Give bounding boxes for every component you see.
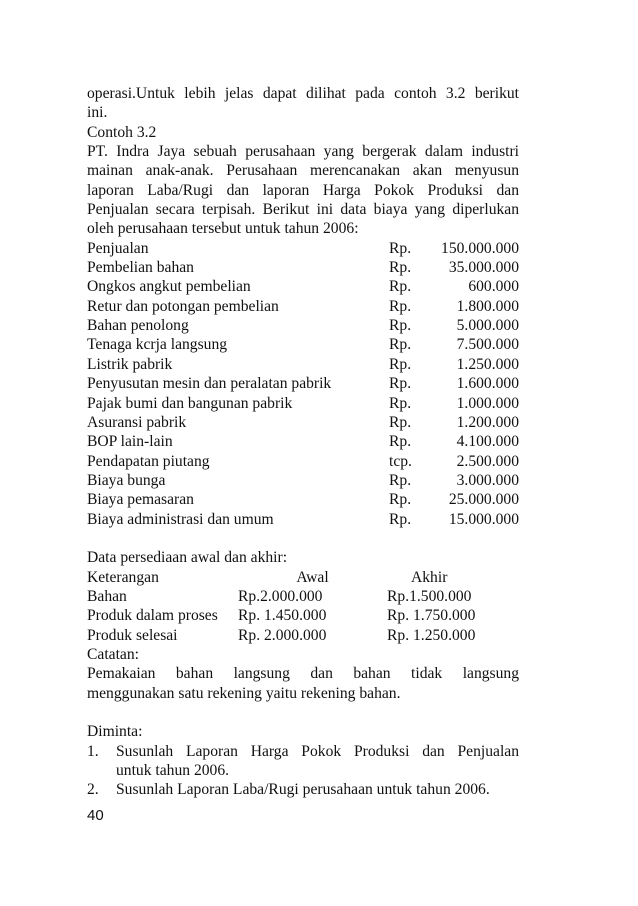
cost-row	[87, 316, 519, 335]
cost-label: Biaya pemasaran	[87, 491, 194, 509]
task-line: Susunlah Laporan Laba/Rugi perusahaan untuk tahun 2006.	[116, 781, 490, 799]
inventory-awal: Rp.2.000.000	[238, 587, 323, 605]
spacer	[87, 529, 519, 548]
cost-label: Pembelian bahan	[87, 259, 194, 277]
task-number: 2.	[87, 781, 99, 799]
cost-row	[87, 471, 519, 490]
inventory-row	[87, 606, 519, 625]
task-section	[87, 722, 519, 799]
cost-label: BOP lain-lain	[87, 433, 173, 451]
inventory-row	[87, 626, 519, 645]
cost-currency: Rp.	[389, 471, 412, 489]
paragraph-line: mainan anak-anak. Perusahaan merencanakan akan menyusun	[87, 162, 519, 180]
inventory-akhir: Rp. 1.250.000	[387, 626, 476, 644]
task-title: Diminta:	[87, 723, 143, 741]
inventory-awal: Rp. 1.450.000	[238, 607, 327, 625]
cost-amount: 1.250.000	[456, 355, 519, 373]
cost-label: Listrik pabrik	[87, 355, 173, 373]
cost-amount: 2.500.000	[456, 452, 519, 470]
inventory-akhir: Rp.1.500.000	[387, 587, 472, 605]
cost-amount: 1.800.000	[456, 297, 519, 315]
paragraph-line: oleh perusahaan tersebut untuk tahun 2006:	[87, 220, 359, 238]
cost-row	[87, 277, 519, 296]
cost-label: Biaya bunga	[87, 471, 166, 489]
cost-row	[87, 355, 519, 374]
cost-label: Bahan penolong	[87, 317, 189, 335]
cost-currency: Rp.	[389, 491, 412, 509]
cost-currency: Rp.	[389, 297, 412, 315]
header-awal: Awal	[296, 568, 329, 586]
inventory-akhir: Rp. 1.750.000	[387, 607, 476, 625]
inventory-section	[87, 548, 519, 645]
paragraph-line: PT. Indra Jaya sebuah perusahaan yang bergerak dalam industri	[87, 143, 519, 161]
cost-label: Pajak bumi dan bangunan pabrik	[87, 394, 293, 412]
intro-line: operasi.Untuk lebih jelas dapat dilihat pada contoh 3.2 berikut	[87, 85, 519, 102]
cost-amount: 150.000.000	[441, 239, 519, 257]
cost-row	[87, 239, 519, 258]
paragraph-line: Penjualan secara terpisah. Berikut ini data biaya yang diperlukan	[87, 201, 519, 219]
intro-line: ini.	[87, 104, 108, 122]
cost-amount: 35.000.000	[448, 259, 519, 277]
cost-label: Retur dan potongan pembelian	[87, 297, 279, 315]
paragraph-line: laporan Laba/Rugi dan laporan Harga Pokok Produksi dan	[87, 181, 519, 199]
cost-row	[87, 258, 519, 277]
note-line: Pemakaian bahan langsung dan bahan tidak langsung	[87, 665, 519, 683]
cost-currency: Rp.	[389, 375, 412, 393]
example-title: Contoh 3.2	[87, 123, 157, 141]
task-line: untuk tahun 2006.	[116, 762, 230, 780]
spacer	[87, 703, 519, 722]
inventory-name: Produk selesai	[87, 626, 178, 644]
page-number: 40	[87, 807, 104, 824]
task-number: 1.	[87, 742, 99, 760]
note-section	[87, 645, 519, 703]
cost-label: Asuransi pabrik	[87, 413, 187, 431]
task-line: Susunlah Laporan Harga Pokok Produksi dan Penjualan	[116, 742, 519, 760]
cost-currency: Rp.	[389, 355, 412, 373]
cost-row	[87, 297, 519, 316]
cost-amount: 5.000.000	[456, 317, 519, 335]
cost-currency: Rp.	[389, 510, 412, 528]
cost-currency: Rp.	[389, 317, 412, 335]
inventory-row	[87, 587, 519, 606]
cost-amount: 4.100.000	[456, 433, 519, 451]
cost-currency: Rp.	[389, 394, 412, 412]
cost-currency: Rp.	[389, 239, 412, 257]
cost-label: Penjualan	[87, 239, 149, 257]
inventory-awal: Rp. 2.000.000	[238, 626, 327, 644]
cost-amount: 600.000	[468, 278, 519, 296]
cost-list	[87, 239, 519, 529]
cost-label: Biaya administrasi dan umum	[87, 510, 274, 528]
cost-currency: Rp.	[389, 278, 412, 296]
cost-amount: 7.500.000	[456, 336, 519, 354]
cost-currency: tcp.	[389, 452, 412, 470]
cost-row	[87, 394, 519, 413]
inventory-header	[87, 568, 519, 587]
cost-amount: 25.000.000	[448, 491, 519, 509]
task-item	[87, 780, 519, 799]
cost-currency: Rp.	[389, 259, 412, 277]
inventory-name: Produk dalam proses	[87, 607, 218, 625]
cost-currency: Rp.	[389, 413, 412, 431]
cost-amount: 3.000.000	[456, 471, 519, 489]
cost-row	[87, 432, 519, 451]
cost-row	[87, 510, 519, 529]
cost-amount: 1.200.000	[456, 413, 519, 431]
cost-row	[87, 413, 519, 432]
cost-label: Pendapatan piutang	[87, 452, 210, 470]
cost-amount: 1.600.000	[456, 375, 519, 393]
task-item	[87, 742, 519, 781]
note-title: Catatan:	[87, 645, 139, 663]
inventory-title: Data persediaan awal dan akhir:	[87, 549, 288, 567]
page-content	[87, 84, 519, 800]
cost-row	[87, 452, 519, 471]
cost-row	[87, 490, 519, 509]
cost-label: Tenaga kcrja langsung	[87, 336, 228, 354]
cost-amount: 15.000.000	[448, 510, 519, 528]
cost-row	[87, 374, 519, 393]
header-akhir: Akhir	[411, 568, 448, 586]
inventory-name: Bahan	[87, 587, 127, 605]
example-paragraph	[87, 142, 519, 239]
header-keterangan: Keterangan	[87, 568, 159, 586]
cost-row	[87, 335, 519, 354]
cost-currency: Rp.	[389, 336, 412, 354]
note-line: menggunakan satu rekening yaitu rekening bahan.	[87, 684, 401, 702]
cost-currency: Rp.	[389, 433, 412, 451]
cost-label: Ongkos angkut pembelian	[87, 278, 251, 296]
cost-amount: 1.000.000	[456, 394, 519, 412]
cost-label: Penyusutan mesin dan peralatan pabrik	[87, 375, 332, 393]
